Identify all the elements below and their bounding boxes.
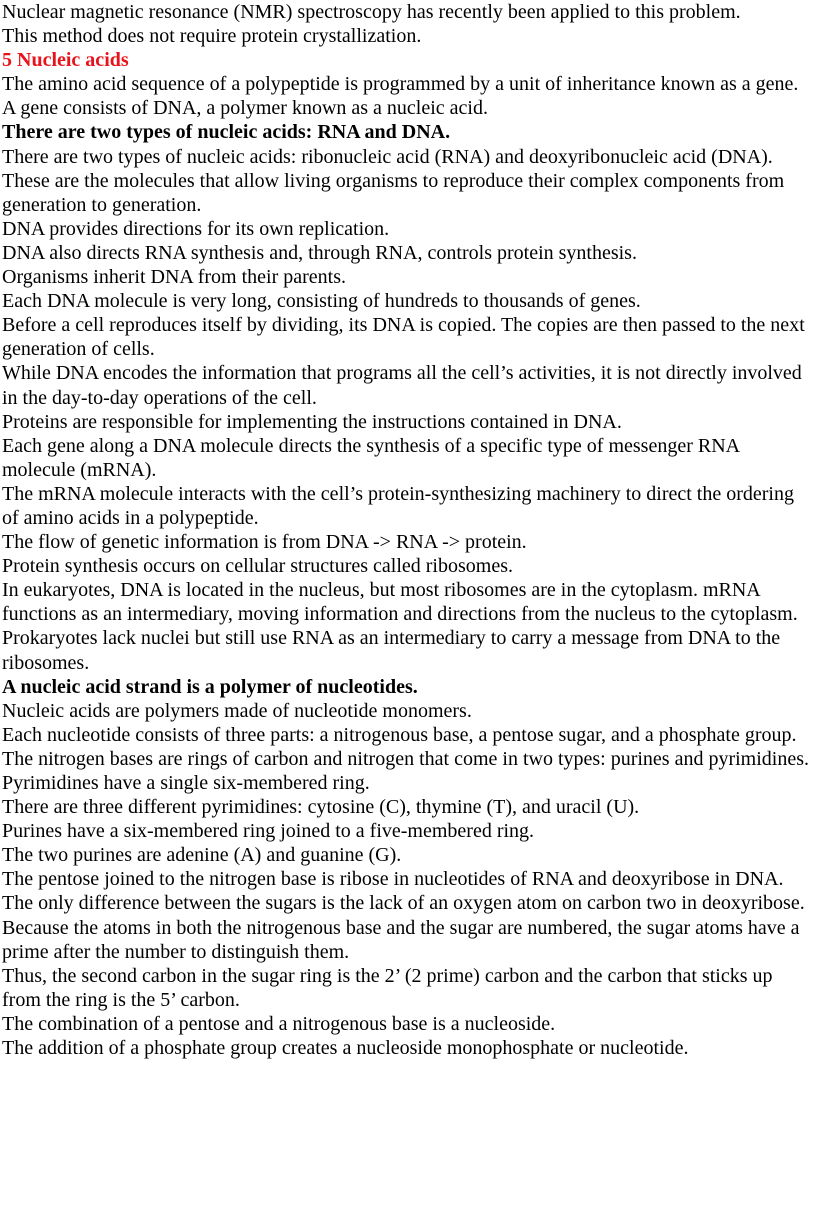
paragraph: Because the atoms in both the nitrogenous base and the sugar are numbered, the sugar atoms have a prime after the number to distinguish them.	[2, 916, 800, 963]
paragraph: Proteins are responsible for implementing the instructions contained in DNA.	[2, 410, 622, 433]
paragraph: The pentose joined to the nitrogen base is ribose in nucleotides of RNA and deoxyribose in DNA.	[2, 868, 784, 891]
paragraph: A gene consists of DNA, a polymer known as a nucleic acid.	[2, 97, 488, 120]
paragraph: Protein synthesis occurs on cellular structures called ribosomes.	[2, 555, 513, 578]
paragraph: This method does not require protein crystallization.	[2, 25, 422, 48]
paragraph: Purines have a six-membered ring joined to a five-membered ring.	[2, 820, 535, 843]
paragraph: The only difference between the sugars is the lack of an oxygen atom on carbon two in deoxyribose.	[2, 892, 805, 915]
paragraph: The mRNA molecule interacts with the cell’s protein-synthesizing machinery to direct the ordering of amino acids in a polypeptide.	[2, 482, 794, 529]
paragraph: In eukaryotes, DNA is located in the nucleus, but most ribosomes are in the cytoplasm. mRNA functions as an intermediary, moving information and directions from the nucleus to the cytoplasm.	[2, 579, 798, 626]
paragraph: The nitrogen bases are rings of carbon and nitrogen that come in two types: purines and pyrimidines.	[2, 747, 810, 770]
subheading: A nucleic acid strand is a polymer of nucleotides.	[2, 675, 418, 698]
paragraph: These are the molecules that allow living organisms to reproduce their complex components from generation to generation.	[2, 169, 785, 216]
paragraph: Nuclear magnetic resonance (NMR) spectroscopy has recently been applied to this problem.	[2, 1, 741, 23]
paragraph: DNA provides directions for its own replication.	[2, 217, 390, 240]
paragraph: There are two types of nucleic acids: ribonucleic acid (RNA) and deoxyribonucleic acid (DNA).	[2, 145, 773, 168]
paragraph: Each DNA molecule is very long, consisting of hundreds to thousands of genes.	[2, 290, 641, 313]
paragraph: The flow of genetic information is from DNA -> RNA -> protein.	[2, 531, 527, 554]
paragraph: The combination of a pentose and a nitrogenous base is a nucleoside.	[2, 1012, 556, 1035]
paragraph: While DNA encodes the information that programs all the cell’s activities, it is not directly involved in the day-to-day operations of the cell.	[2, 362, 802, 409]
section-heading: 5 Nucleic acids	[2, 49, 129, 72]
paragraph: Organisms inherit DNA from their parents.	[2, 266, 347, 289]
paragraph: Before a cell reproduces itself by dividing, its DNA is copied. The copies are then passed to the next generation of cells.	[2, 314, 805, 361]
paragraph: Prokaryotes lack nuclei but still use RNA as an intermediary to carry a message from DNA to the ribosomes.	[2, 627, 781, 674]
paragraph: The two purines are adenine (A) and guanine (G).	[2, 844, 402, 867]
paragraph: Each nucleotide consists of three parts: a nitrogenous base, a pentose sugar, and a phosphate group.	[2, 723, 797, 746]
paragraph: The amino acid sequence of a polypeptide is programmed by a unit of inheritance known as a gene.	[2, 73, 799, 96]
paragraph: Each gene along a DNA molecule directs the synthesis of a specific type of messenger RNA molecule (mRNA).	[2, 434, 740, 481]
paragraph: DNA also directs RNA synthesis and, through RNA, controls protein synthesis.	[2, 241, 637, 264]
paragraph: Nucleic acids are polymers made of nucleotide monomers.	[2, 699, 472, 722]
paragraph: The addition of a phosphate group creates a nucleoside monophosphate or nucleotide.	[2, 1037, 689, 1060]
subheading: There are two types of nucleic acids: RNA and DNA.	[2, 121, 451, 144]
paragraph: There are three different pyrimidines: cytosine (C), thymine (T), and uracil (U).	[2, 796, 640, 819]
paragraph: Thus, the second carbon in the sugar ring is the 2’ (2 prime) carbon and the carbon that sticks up from the ring is the 5’ carbon.	[2, 964, 773, 1011]
paragraph: Pyrimidines have a single six-membered ring.	[2, 772, 370, 794]
